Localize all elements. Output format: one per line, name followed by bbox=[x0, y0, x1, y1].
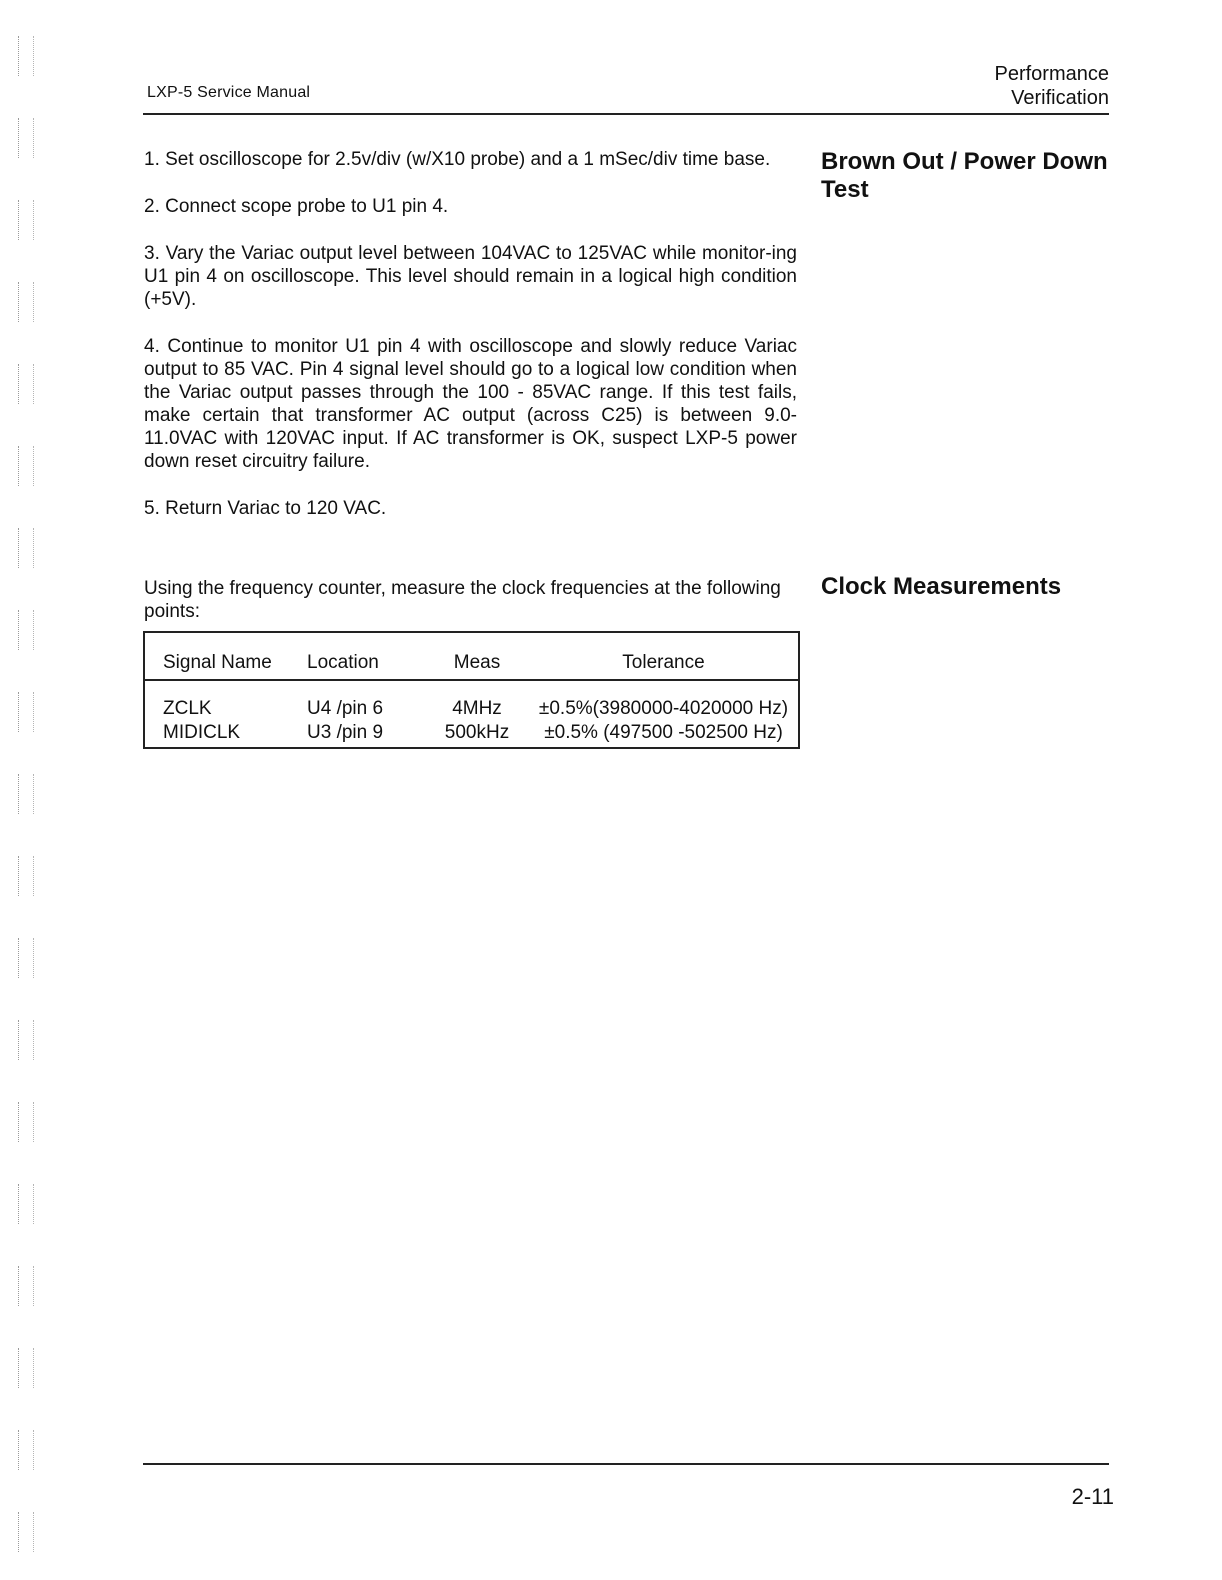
table-cell: ±0.5% (497500 -502500 Hz) bbox=[544, 722, 783, 743]
table-cell: ±0.5%(3980000-4020000 Hz) bbox=[538, 698, 789, 719]
binder-mark bbox=[18, 692, 34, 732]
footer-rule bbox=[143, 1463, 1109, 1465]
column-header: Tolerance bbox=[529, 632, 799, 680]
binder-mark bbox=[18, 1184, 34, 1224]
table-cell: MIDICLK bbox=[163, 722, 241, 743]
page-number: 2-11 bbox=[1071, 1484, 1114, 1509]
clock-heading: Clock Measurements bbox=[821, 573, 1062, 600]
binder-mark bbox=[18, 774, 34, 814]
column-header: Meas bbox=[425, 632, 529, 680]
brown-out-heading-line2: Test bbox=[821, 176, 869, 203]
table-header-row bbox=[144, 632, 799, 680]
table-cell: 4MHz bbox=[452, 698, 502, 719]
header-rule bbox=[143, 113, 1109, 115]
binder-mark bbox=[18, 1348, 34, 1388]
binder-mark bbox=[18, 528, 34, 568]
table-cell: U4 /pin 6 bbox=[307, 698, 384, 719]
step-2: 2. Connect scope probe to U1 pin 4. bbox=[144, 196, 449, 217]
binder-mark bbox=[18, 938, 34, 978]
brown-out-heading bbox=[821, 148, 1108, 204]
table-cell: ZCLK bbox=[163, 698, 212, 719]
binder-mark bbox=[18, 118, 34, 158]
binder-mark bbox=[18, 1266, 34, 1306]
column-header: Signal Name bbox=[144, 632, 307, 680]
column-header: Location bbox=[307, 632, 425, 680]
manual-title: LXP-5 Service Manual bbox=[147, 84, 311, 101]
clock-intro: Using the frequency counter, measure the clock frequencies at the following points: bbox=[144, 578, 781, 622]
section-title-line2: Verification bbox=[1011, 87, 1109, 109]
binder-mark bbox=[18, 1102, 34, 1142]
clock-table bbox=[143, 631, 800, 749]
binder-mark bbox=[18, 856, 34, 896]
section-title-line1: Performance bbox=[994, 63, 1109, 85]
table-cell: U3 /pin 9 bbox=[307, 722, 384, 743]
binder-mark bbox=[18, 1430, 34, 1470]
binder-mark bbox=[18, 446, 34, 486]
step-1: 1. Set oscilloscope for 2.5v/div (w/X10 probe) and a 1 mSec/div time base. bbox=[144, 149, 771, 170]
brown-out-steps bbox=[144, 148, 797, 544]
section-title bbox=[995, 62, 1110, 110]
step-4: 4. Continue to monitor U1 pin 4 with oscilloscope and slowly reduce Variac output to 85 VAC. Pin 4 signal level should go to a logical low condition when the Variac output passes through the 100 - 85VAC range. If this test fails, make certain that transformer AC output (across C25) is between 9.0-11.0VAC with 120VAC input. If AC transformer is OK, suspect LXP-5 power down reset circuitry failure. bbox=[144, 336, 797, 472]
binder-mark bbox=[18, 610, 34, 650]
binder-mark bbox=[18, 200, 34, 240]
step-5: 5. Return Variac to 120 VAC. bbox=[144, 498, 387, 519]
binder-hole-marks bbox=[14, 36, 40, 1556]
table-row bbox=[144, 721, 799, 748]
step-3: 3. Vary the Variac output level between 104VAC to 125VAC while monitor-ing U1 pin 4 on oscilloscope. This level should remain in a logical high condition (+5V). bbox=[144, 243, 797, 310]
binder-mark bbox=[18, 1512, 34, 1552]
table-cell: 500kHz bbox=[444, 722, 510, 743]
binder-mark bbox=[18, 282, 34, 322]
brown-out-heading-line1: Brown Out / Power Down bbox=[821, 148, 1108, 175]
binder-mark bbox=[18, 36, 34, 76]
table-row bbox=[144, 680, 799, 721]
binder-mark bbox=[18, 364, 34, 404]
binder-mark bbox=[18, 1020, 34, 1060]
